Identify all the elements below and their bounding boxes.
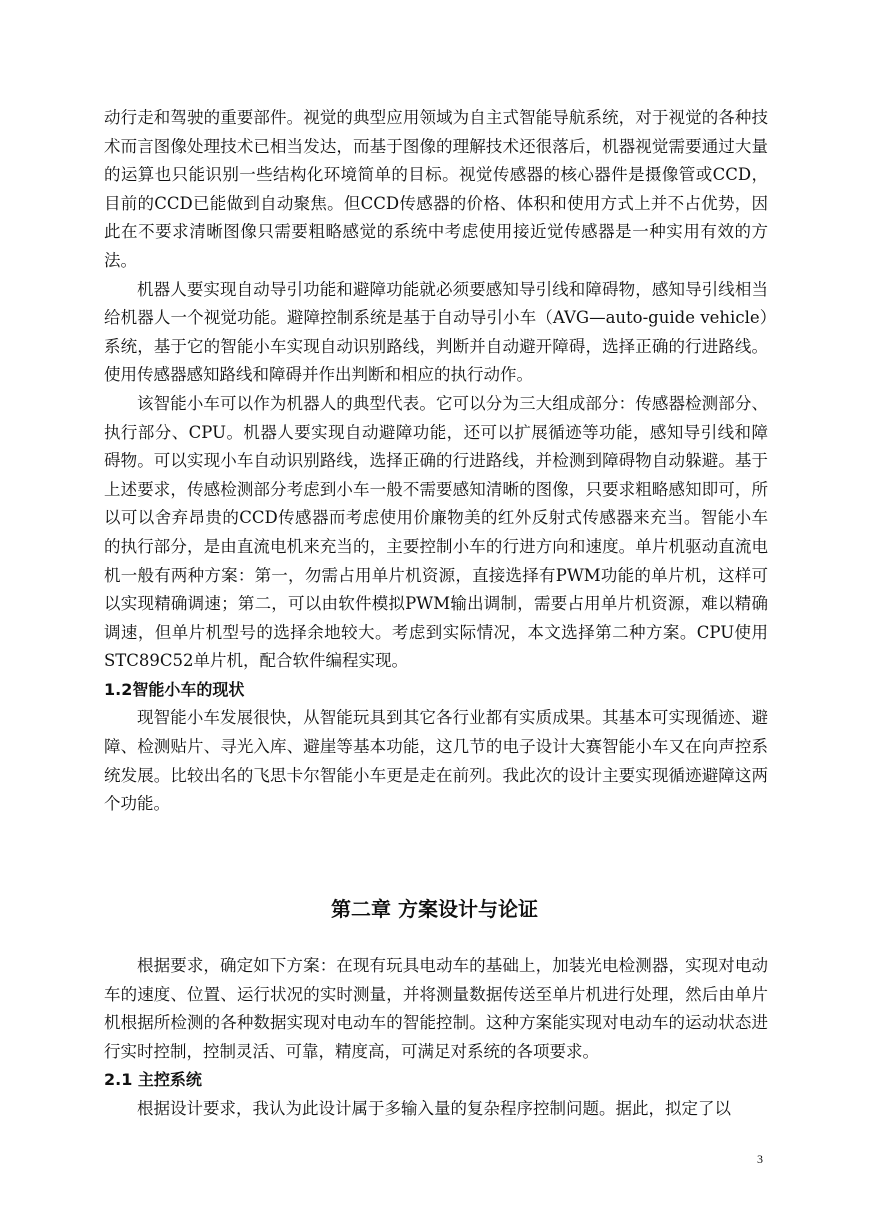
paragraph-main-control: 根据设计要求，我认为此设计属于多输入量的复杂程序控制问题。据此，拟定了以 [137, 1098, 731, 1118]
paragraph-scheme: 根据要求，确定如下方案：在现有玩具电动车的基础上，加装光电检测器，实现对电动车的速度、位置、运行状况的实时测量，并将测量数据传送至单片机进行处理，然后由单片机根据所检测的各种数据实现对电动车的智能控制。这种方案能实现对电动车的运动状态进行实时控制，控制灵活、可靠，精度高，可满足对系统的各项要求。 [104, 956, 768, 1061]
paragraph-vision-sensors: 动行走和驾驶的重要部件。视觉的典型应用领域为自主式智能导航系统，对于视觉的各种技术而言图像处理技术已相当发达，而基于图像的理解技术还很落后，机器视觉需要通过大量的运算也只能识别一些结构化环境简单的目标。视觉传感器的核心器件是摄像管或CCD，目前的CCD已能做到自动聚焦。但CCD传感器的价格、体积和使用方式上并不占优势，因此在不要求清晰图像只需要粗略感觉的系统中考虑使用接近觉传感器是一种实用有效的方法。 [104, 108, 768, 270]
paragraph-auto-guide: 机器人要实现自动导引功能和避障功能就必须要感知导引线和障碍物，感知导引线相当给机器人一个视觉功能。避障控制系统是基于自动导引小车（AVG—auto-guide vehicle）系统，基于它的智能小车实现自动识别路线，判断并自动避开障碍，选择正确的行进路线。使用传感器感知路线和障碍并作出判断和相应的执行动作。 [104, 279, 768, 385]
body-text-block-2 [104, 952, 768, 1124]
body-text-block-1 [104, 104, 768, 819]
section-heading-2-1: 2.1 主控系统 [104, 1070, 202, 1090]
section-heading-1-2: 1.2智能小车的现状 [104, 679, 245, 699]
paragraph-smart-car-components: 该智能小车可以作为机器人的典型代表。它可以分为三大组成部分：传感器检测部分、执行部分、CPU。机器人要实现自动避障功能，还可以扩展循迹等功能，感知导引线和障碍物。可以实现小车自动识别路线，选择正确的行进路线，并检测到障碍物自动躲避。基于上述要求，传感检测部分考虑到小车一般不需要感知清晰的图像，只要求粗略感知即可，所以可以舍弃昂贵的CCD传感器而考虑使用价廉物美的红外反射式传感器来充当。智能小车的执行部分，是由直流电机来充当的，主要控制小车的行进方向和速度。单片机驱动直流电机一般有两种方案：第一，勿需占用单片机资源，直接选择有PWM功能的单片机，这样可以实现精确调速；第二，可以由软件模拟PWM输出调制，需要占用单片机资源，难以精确调速，但单片机型号的选择余地较大。考虑到实际情况，本文选择第二种方案。CPU使用STC89C52单片机，配合软件编程实现。 [104, 393, 768, 671]
paragraph-smart-car-status: 现智能小车发展很快，从智能玩具到其它各行业都有实质成果。其基本可实现循迹、避障、检测贴片、寻光入库、避崖等基本功能，这几节的电子设计大赛智能小车又在向声控系统发展。比较出名的飞思卡尔智能小车更是走在前列。我此次的设计主要实现循迹避障这两个功能。 [104, 708, 768, 814]
page-number: 3 [757, 1152, 763, 1166]
chapter-title: 第二章 方案设计与论证 [331, 897, 538, 921]
